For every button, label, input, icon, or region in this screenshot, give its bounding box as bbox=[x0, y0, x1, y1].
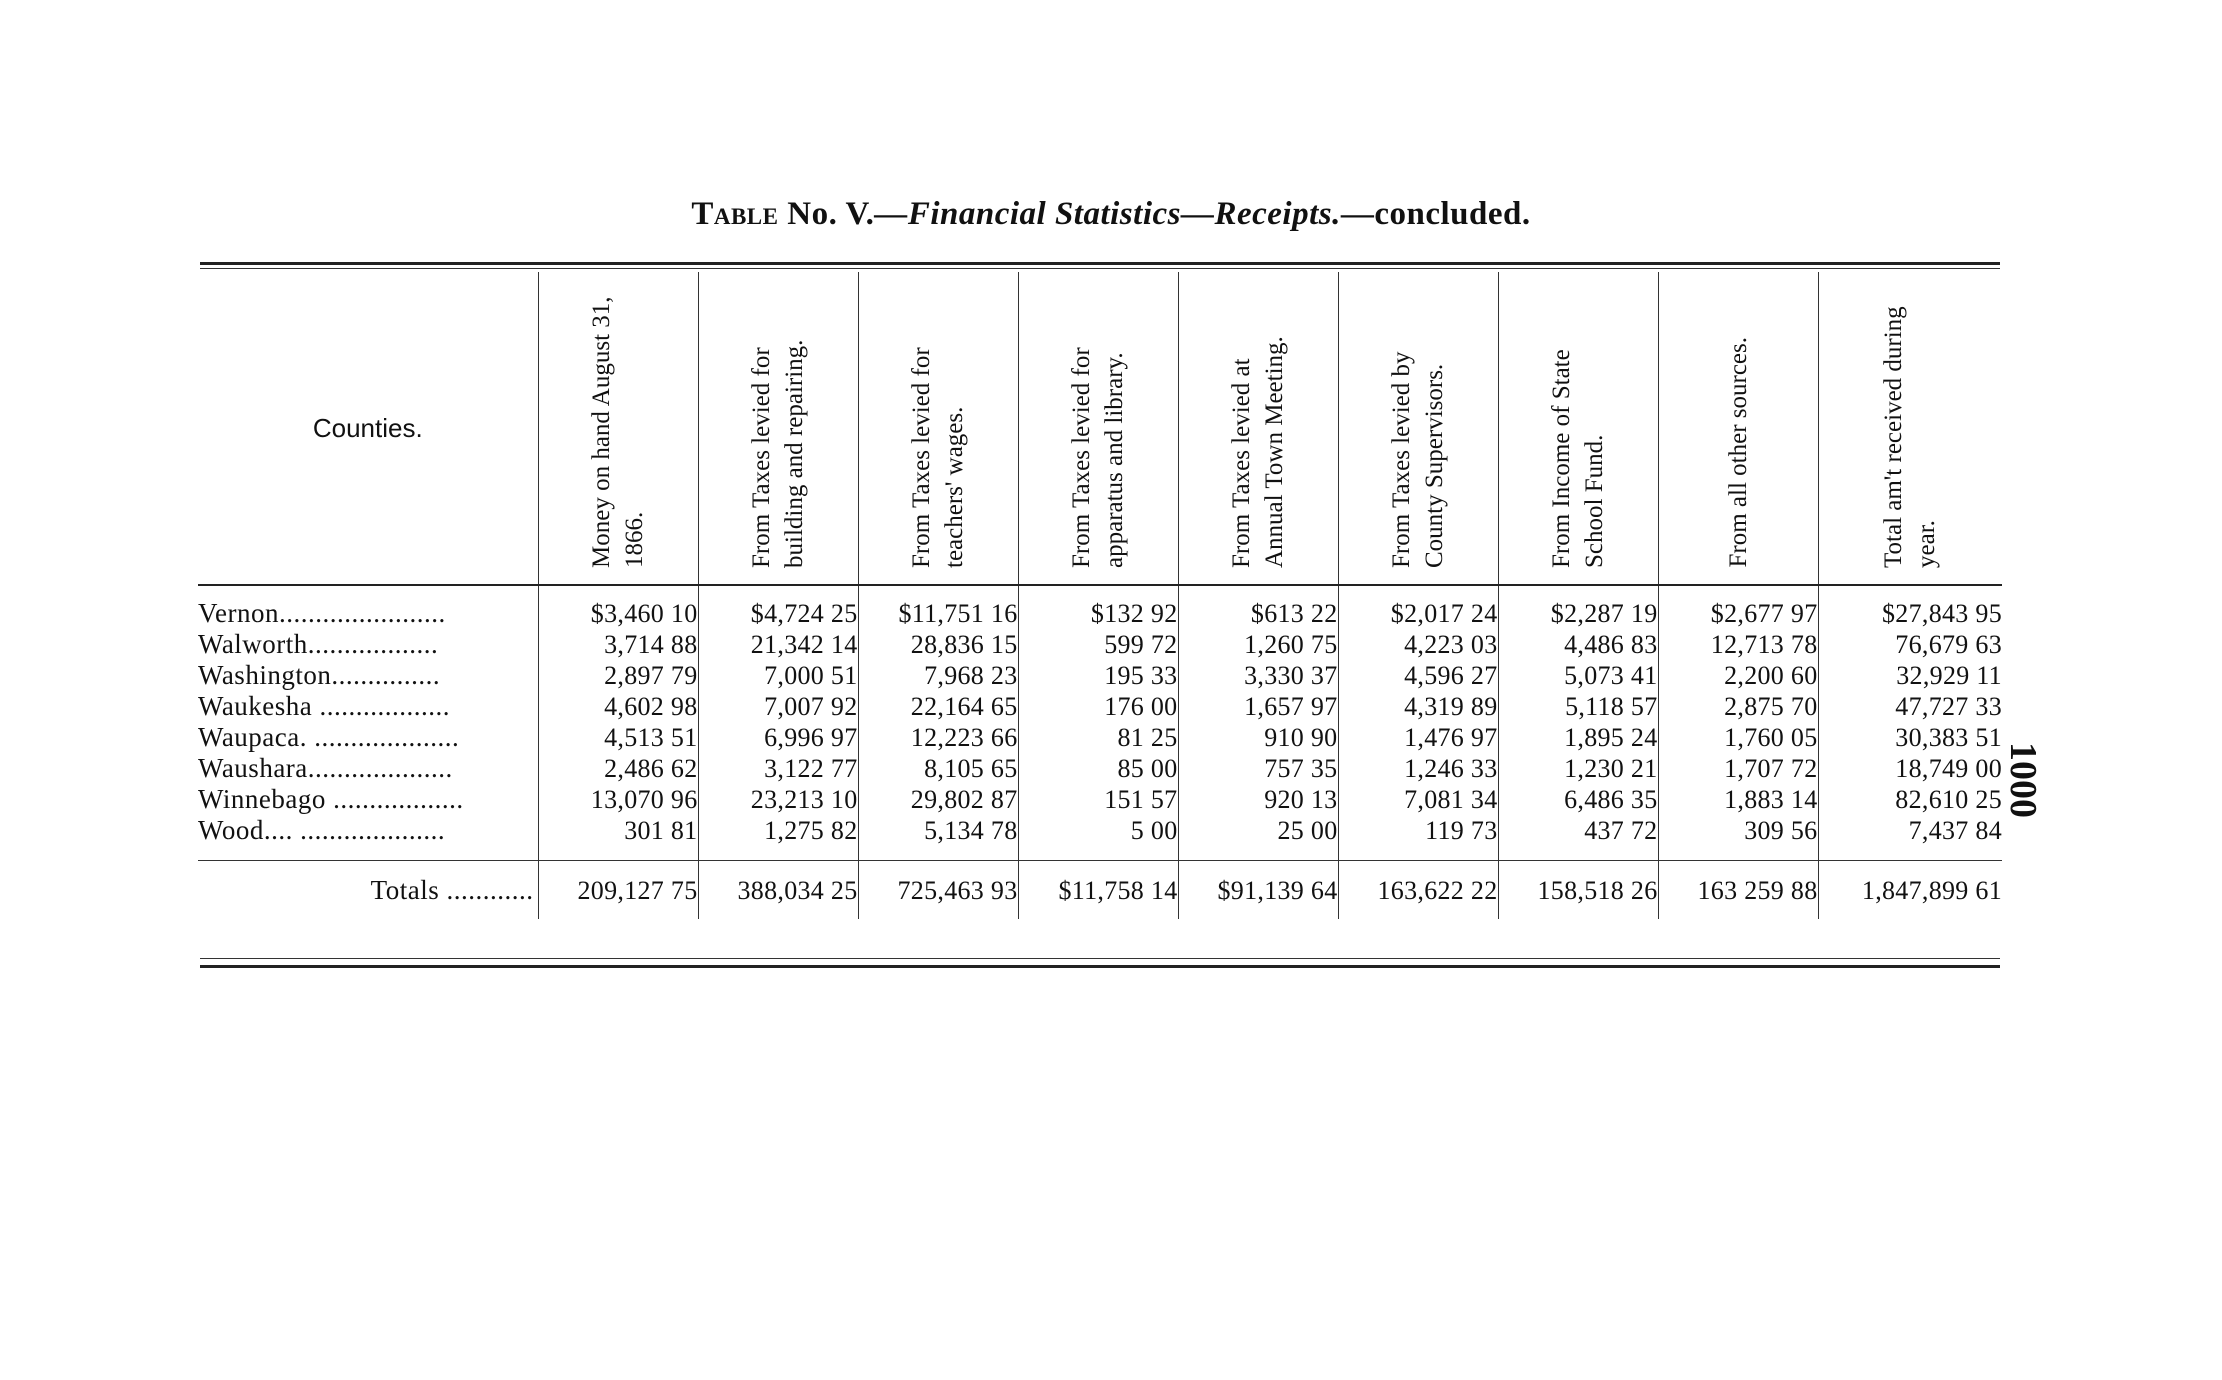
table-cell: 25 00 bbox=[1178, 815, 1338, 861]
table-cell: 151 57 bbox=[1018, 784, 1178, 815]
table-cell: 7,007 92 bbox=[698, 691, 858, 722]
table-cell: 5,134 78 bbox=[858, 815, 1018, 861]
table-cell: $3,460 10 bbox=[538, 585, 698, 629]
county-name: Waukesha .................. bbox=[198, 691, 451, 721]
table-cell: 7,000 51 bbox=[698, 660, 858, 691]
column-header bbox=[858, 272, 1018, 585]
totals-cell: 388,034 25 bbox=[698, 861, 858, 920]
table-cell: 81 25 bbox=[1018, 722, 1178, 753]
counties-header: Counties. bbox=[198, 272, 538, 585]
table-cell: 1,883 14 bbox=[1658, 784, 1818, 815]
table-row bbox=[198, 784, 2002, 815]
table-cell: 4,319 89 bbox=[1338, 691, 1498, 722]
totals-cell: 163 259 88 bbox=[1658, 861, 1818, 920]
title-number: No. V. bbox=[787, 196, 875, 232]
table-row bbox=[198, 753, 2002, 784]
column-header-text: From Income of State School Fund. bbox=[1548, 349, 1608, 568]
table-row bbox=[198, 815, 2002, 861]
table-cell: 82,610 25 bbox=[1818, 784, 2002, 815]
table-cell: 1,260 75 bbox=[1178, 629, 1338, 660]
county-name: Waushara.................... bbox=[198, 753, 453, 783]
table-cell: $27,843 95 bbox=[1818, 585, 2002, 629]
totals-cell: $91,139 64 bbox=[1178, 861, 1338, 920]
column-header bbox=[1018, 272, 1178, 585]
column-header-text: From Taxes levied at Annual Town Meeting. bbox=[1228, 336, 1288, 568]
table-cell: 7,968 23 bbox=[858, 660, 1018, 691]
title-suffix: —concluded. bbox=[1340, 196, 1531, 232]
table-cell: 3,714 88 bbox=[538, 629, 698, 660]
table-cell: 85 00 bbox=[1018, 753, 1178, 784]
table-cell: 599 72 bbox=[1018, 629, 1178, 660]
table-cell: 2,200 60 bbox=[1658, 660, 1818, 691]
header-row bbox=[198, 272, 2002, 585]
table-cell: 30,383 51 bbox=[1818, 722, 2002, 753]
column-header bbox=[1498, 272, 1658, 585]
county-name: Washington............... bbox=[198, 660, 441, 690]
table-cell: 32,929 11 bbox=[1818, 660, 2002, 691]
column-header-text: Total am't received during year. bbox=[1880, 306, 1941, 568]
table-cell: 12,223 66 bbox=[858, 722, 1018, 753]
top-rule-thin bbox=[200, 268, 2000, 269]
county-name: Waupaca. .................... bbox=[198, 722, 460, 752]
table-cell: 8,105 65 bbox=[858, 753, 1018, 784]
table-cell: 3,330 37 bbox=[1178, 660, 1338, 691]
county-name: Vernon....................... bbox=[198, 598, 446, 628]
table-cell: $2,677 97 bbox=[1658, 585, 1818, 629]
table-cell: 5 00 bbox=[1018, 815, 1178, 861]
table-cell: 119 73 bbox=[1338, 815, 1498, 861]
table-cell: 1,476 97 bbox=[1338, 722, 1498, 753]
table-row bbox=[198, 629, 2002, 660]
table-cell: 13,070 96 bbox=[538, 784, 698, 815]
table-cell: 301 81 bbox=[538, 815, 698, 861]
table-title bbox=[0, 196, 2222, 233]
totals-cell: 163,622 22 bbox=[1338, 861, 1498, 920]
table-cell: 920 13 bbox=[1178, 784, 1338, 815]
table-cell: 4,513 51 bbox=[538, 722, 698, 753]
county-name: Wood.... .................... bbox=[198, 815, 446, 845]
table-cell: 47,727 33 bbox=[1818, 691, 2002, 722]
table-cell: 1,246 33 bbox=[1338, 753, 1498, 784]
table-cell: 5,118 57 bbox=[1498, 691, 1658, 722]
bottom-rule-thin bbox=[200, 958, 2000, 959]
column-header-text: From Taxes levied by County Supervisors. bbox=[1388, 351, 1448, 568]
totals-cell: 1,847,899 61 bbox=[1818, 861, 2002, 920]
column-header-text: From all other sources. bbox=[1724, 337, 1752, 568]
title-table-label: Table bbox=[691, 196, 779, 232]
county-name: Winnebago .................. bbox=[198, 784, 464, 814]
column-header bbox=[1658, 272, 1818, 585]
bottom-rule bbox=[200, 965, 2000, 968]
table-cell: 437 72 bbox=[1498, 815, 1658, 861]
table-cell: 4,486 83 bbox=[1498, 629, 1658, 660]
table-cell: 1,230 21 bbox=[1498, 753, 1658, 784]
table-cell: 3,122 77 bbox=[698, 753, 858, 784]
table-cell: 76,679 63 bbox=[1818, 629, 2002, 660]
table-cell: 1,275 82 bbox=[698, 815, 858, 861]
title-subject: —Financial Statistics—Receipts. bbox=[874, 196, 1341, 232]
table-cell: 12,713 78 bbox=[1658, 629, 1818, 660]
table-cell: 1,895 24 bbox=[1498, 722, 1658, 753]
table-row bbox=[198, 660, 2002, 691]
table-row bbox=[198, 722, 2002, 753]
table-cell: 309 56 bbox=[1658, 815, 1818, 861]
column-header bbox=[1338, 272, 1498, 585]
table-cell: 2,897 79 bbox=[538, 660, 698, 691]
table-cell: 1,760 05 bbox=[1658, 722, 1818, 753]
table-cell: 18,749 00 bbox=[1818, 753, 2002, 784]
column-header bbox=[538, 272, 698, 585]
totals-cell: 158,518 26 bbox=[1498, 861, 1658, 920]
column-header bbox=[1178, 272, 1338, 585]
table-cell: 757 35 bbox=[1178, 753, 1338, 784]
table-cell: 23,213 10 bbox=[698, 784, 858, 815]
table-cell: $613 22 bbox=[1178, 585, 1338, 629]
table-cell: 1,657 97 bbox=[1178, 691, 1338, 722]
page-number: 1000 bbox=[2002, 742, 2044, 818]
table-cell: 7,437 84 bbox=[1818, 815, 2002, 861]
top-rule bbox=[200, 262, 2000, 265]
column-header-text: From Taxes levied for apparatus and library. bbox=[1068, 347, 1128, 568]
table-cell: 176 00 bbox=[1018, 691, 1178, 722]
column-header-text: Money on hand August 31, 1866. bbox=[588, 296, 648, 568]
table-cell: 7,081 34 bbox=[1338, 784, 1498, 815]
column-header bbox=[698, 272, 858, 585]
table-cell: 4,602 98 bbox=[538, 691, 698, 722]
receipts-table bbox=[198, 272, 2002, 919]
table-cell: 4,223 03 bbox=[1338, 629, 1498, 660]
table-cell: 2,486 62 bbox=[538, 753, 698, 784]
table-cell: 29,802 87 bbox=[858, 784, 1018, 815]
column-header bbox=[1818, 272, 2002, 585]
table-cell: 1,707 72 bbox=[1658, 753, 1818, 784]
table-row bbox=[198, 585, 2002, 629]
column-header-text: From Taxes levied for building and repairing. bbox=[748, 339, 808, 568]
table-cell: 2,875 70 bbox=[1658, 691, 1818, 722]
table-cell: $2,287 19 bbox=[1498, 585, 1658, 629]
table-cell: 22,164 65 bbox=[858, 691, 1018, 722]
table-cell: $11,751 16 bbox=[858, 585, 1018, 629]
totals-row bbox=[198, 861, 2002, 920]
table-cell: 910 90 bbox=[1178, 722, 1338, 753]
table-cell: $132 92 bbox=[1018, 585, 1178, 629]
table-cell: 195 33 bbox=[1018, 660, 1178, 691]
totals-cell: $11,758 14 bbox=[1018, 861, 1178, 920]
column-header-text: From Taxes levied for teachers' wages. bbox=[908, 347, 968, 568]
table-cell: $4,724 25 bbox=[698, 585, 858, 629]
totals-label: Totals ............ bbox=[198, 861, 538, 920]
table-cell: 28,836 15 bbox=[858, 629, 1018, 660]
table-cell: 21,342 14 bbox=[698, 629, 858, 660]
table-cell: 6,996 97 bbox=[698, 722, 858, 753]
table-cell: 6,486 35 bbox=[1498, 784, 1658, 815]
totals-cell: 725,463 93 bbox=[858, 861, 1018, 920]
table-cell: 4,596 27 bbox=[1338, 660, 1498, 691]
county-name: Walworth.................. bbox=[198, 629, 439, 659]
table-row bbox=[198, 691, 2002, 722]
table-cell: 5,073 41 bbox=[1498, 660, 1658, 691]
totals-cell: 209,127 75 bbox=[538, 861, 698, 920]
table-cell: $2,017 24 bbox=[1338, 585, 1498, 629]
